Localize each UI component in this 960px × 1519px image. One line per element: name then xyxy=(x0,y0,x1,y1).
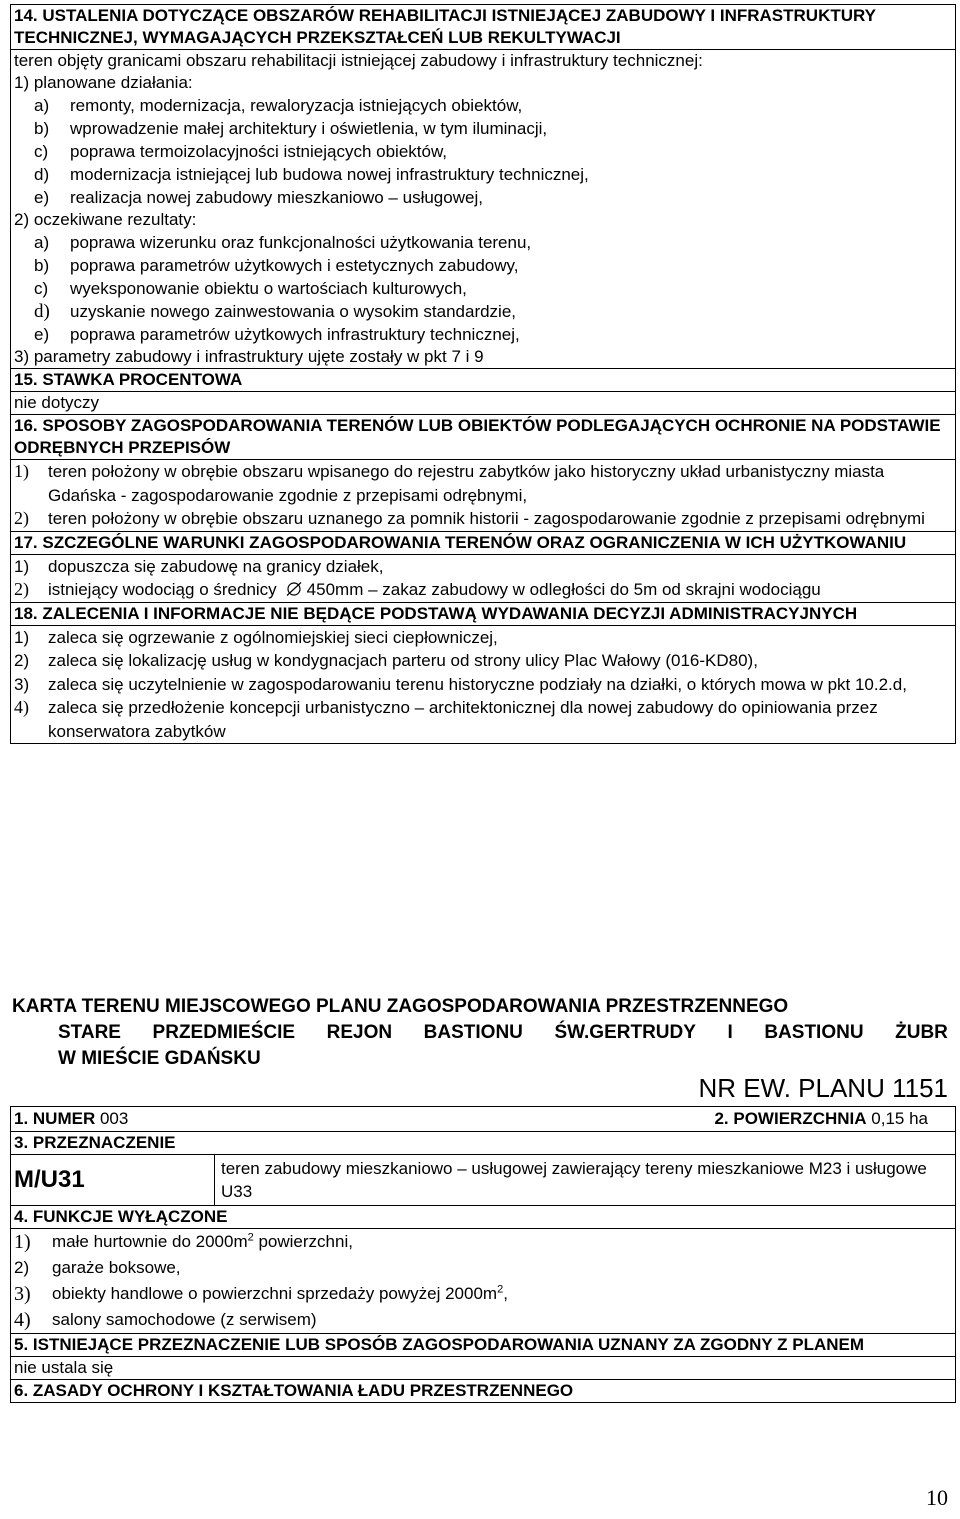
list-item: 1) małe hurtownie do $2000m^2$ powierzchni, xyxy=(14,1231,353,1253)
karta-title-line-2: STARE PRZEDMIEŚCIE REJON BASTIONU ŚW.GERTRUDY I BASTIONU ŻUBR xyxy=(58,1022,948,1043)
list-item: e) poprawa parametrów użytkowych infrastruktury technicznej, xyxy=(34,325,520,344)
plan-number: NR EW. PLANU 1151 xyxy=(698,1073,948,1103)
numer-powierzchnia-row xyxy=(11,1106,955,1131)
diameter-icon xyxy=(285,582,303,596)
planned-actions-label: 1) planowane działania: xyxy=(14,73,193,92)
list-item: c) poprawa termoizolacyjności istniejących obiektów, xyxy=(34,142,448,161)
section-14-body xyxy=(11,49,955,368)
numer-value: 003 xyxy=(99,1109,129,1128)
przeznaczenie-heading-row xyxy=(11,1131,955,1154)
section-16-heading: 16. SPOSOBY ZAGOSPODAROWANIA TERENÓW LUB OBIEKTÓW PODLEGAJĄCYCH OCHRONIE NA PODSTAWIE ODRĘBNYCH PRZEPISÓW xyxy=(14,416,941,457)
plan-sections-table xyxy=(10,4,956,744)
list-item: c) wyeksponowanie obiektu o wartościach kulturowych, xyxy=(34,279,467,298)
planned-actions-list xyxy=(14,94,952,209)
section-14-heading: 14. USTALENIA DOTYCZĄCE OBSZARÓW REHABILITACJI ISTNIEJĄCEJ ZABUDOWY I INFRASTRUKTURY TECHNICZNEJ, WYMAGAJĄCYCH PRZEKSZTAŁCEŃ LUB REKULTYWACJI xyxy=(14,6,876,47)
list-item: e) realizacja nowej zabudowy mieszkaniowo – usługowej, xyxy=(34,188,483,207)
list-item: 4) zaleca się przedłożenie koncepcji urbanistyczno – architektonicznej dla nowej zabudowy do opiniowania przez konserwatora zabytków xyxy=(14,697,878,741)
list-item: 3) obiekty handlowe o powierzchni sprzedaży powyżej $2000m^2$, xyxy=(14,1283,508,1305)
list-item: a) remonty, modernizacja, rewaloryzacja istniejących obiektów, xyxy=(34,96,523,115)
section-16 xyxy=(11,414,955,459)
section-14-intro: teren objęty granicami obszaru rehabilitacji istniejącej zabudowy i infrastruktury technicznej: xyxy=(14,51,703,70)
przeznaczenie-heading: 3. PRZEZNACZENIE xyxy=(14,1133,176,1152)
section-14 xyxy=(11,4,955,49)
list-item: d) modernizacja istniejącej lub budowa nowej infrastruktury technicznej, xyxy=(34,165,589,184)
list-item: 2) istniejący wodociąg o średnicy 450mm – zakaz zabudowy w odległości do 5m od skrajni wodociągu xyxy=(14,579,821,599)
section-18-heading: 18. ZALECENIA I INFORMACJE NIE BĘDĄCE PODSTAWĄ WYDAWANIA DECYZJI ADMINISTRACYJNYCH xyxy=(14,603,858,623)
section-5-heading-row xyxy=(11,1333,955,1356)
karta-title xyxy=(12,994,950,1072)
section-6-heading: 6. ZASADY OCHRONY I KSZTAŁTOWANIA ŁADU PRZESTRZENNEGO xyxy=(14,1381,574,1400)
expected-results-label: 2) oczekiwane rezultaty: xyxy=(14,210,197,229)
przeznaczenie-row xyxy=(11,1154,955,1205)
list-item: 1) dopuszcza się zabudowę na granicy działek, xyxy=(14,556,384,576)
section-17 xyxy=(11,531,955,554)
list-item: b) wprowadzenie małej architektury i oświetlenia, w tym iluminacji, xyxy=(34,119,548,138)
powierzchnia-label: 2. POWIERZCHNIA xyxy=(714,1109,867,1128)
list-item: 2) garaże boksowe, xyxy=(14,1258,181,1277)
section-17-heading: 17. SZCZEGÓLNE WARUNKI ZAGOSPODAROWANIA TERENÓW ORAZ OGRANICZENIA W ICH UŻYTKOWANIU xyxy=(14,532,907,552)
numer-label: 1. NUMER xyxy=(14,1109,96,1128)
list-item: 1) zaleca się ogrzewanie z ogólnomiejskiej sieci ciepłowniczej, xyxy=(14,627,498,647)
section-15 xyxy=(11,368,955,391)
section-17-body xyxy=(11,554,955,602)
list-item: 2) zaleca się lokalizację usług w kondygnacjach parteru od strony ulicy Plac Wałowy (016-KD80), xyxy=(14,651,758,670)
section-5-body xyxy=(11,1356,955,1379)
karta-title-line-1: KARTA TERENU MIEJSCOWEGO PLANU ZAGOSPODAROWANIA PRZESTRZENNEGO xyxy=(12,996,789,1017)
section-16-body xyxy=(11,459,955,531)
funkcje-list xyxy=(11,1228,955,1333)
list-item: a) poprawa wizerunku oraz funkcjonalności użytkowania terenu, xyxy=(34,233,532,252)
zone-code: M/U31 xyxy=(11,1155,215,1205)
section-18-body xyxy=(11,625,955,745)
funkcje-heading: 4. FUNKCJE WYŁĄCZONE xyxy=(14,1207,228,1226)
zone-description: teren zabudowy mieszkaniowo – usługowej zawierający tereny mieszkaniowe M23 i usługowe U33 xyxy=(221,1159,927,1201)
section-6-heading-row xyxy=(11,1379,955,1403)
list-item: 2) teren położony w obrębie obszaru uznanego za pomnik historii - zagospodarowanie zgodnie z przepisami odrębnymi xyxy=(14,508,925,528)
list-item: 1) teren położony w obrębie obszaru wpisanego do rejestru zabytków jako historyczny układ urbanistyczny miasta Gdańska - zagospodarowanie zgodnie z przepisami odrębnymi, xyxy=(14,461,885,505)
section-15-body xyxy=(11,391,955,414)
karta-table xyxy=(10,1106,956,1403)
list-item: 4) salony samochodowe (z serwisem) xyxy=(14,1309,317,1331)
section-15-text: nie dotyczy xyxy=(14,393,100,412)
funkcje-heading-row xyxy=(11,1205,955,1228)
list-item: d) uzyskanie nowego zainwestowania o wysokim standardzie, xyxy=(34,301,517,322)
list-item: 3) zaleca się uczytelnienie w zagospodarowaniu terenu historyczne podziały na działki, o których mowa w pkt 10.2.d, xyxy=(14,674,907,694)
section-18 xyxy=(11,602,955,625)
parameters-note: 3) parametry zabudowy i infrastruktury ujęte zostały w pkt 7 i 9 xyxy=(14,347,484,366)
list-item: b) poprawa parametrów użytkowych i estetycznych zabudowy, xyxy=(34,256,519,275)
karta-title-line-3: W MIEŚCIE GDAŃSKU xyxy=(58,1048,261,1069)
section-5-heading: 5. ISTNIEJĄCE PRZEZNACZENIE LUB SPOSÓB ZAGOSPODAROWANIA UZNANY ZA ZGODNY Z PLANEM xyxy=(14,1335,865,1354)
expected-results-list xyxy=(14,231,952,346)
section-15-heading: 15. STAWKA PROCENTOWA xyxy=(14,370,243,389)
section-5-text: nie ustala się xyxy=(14,1358,114,1377)
powierzchnia-value: 0,15 ha xyxy=(871,1109,928,1128)
page-number: 10 xyxy=(926,1485,948,1510)
